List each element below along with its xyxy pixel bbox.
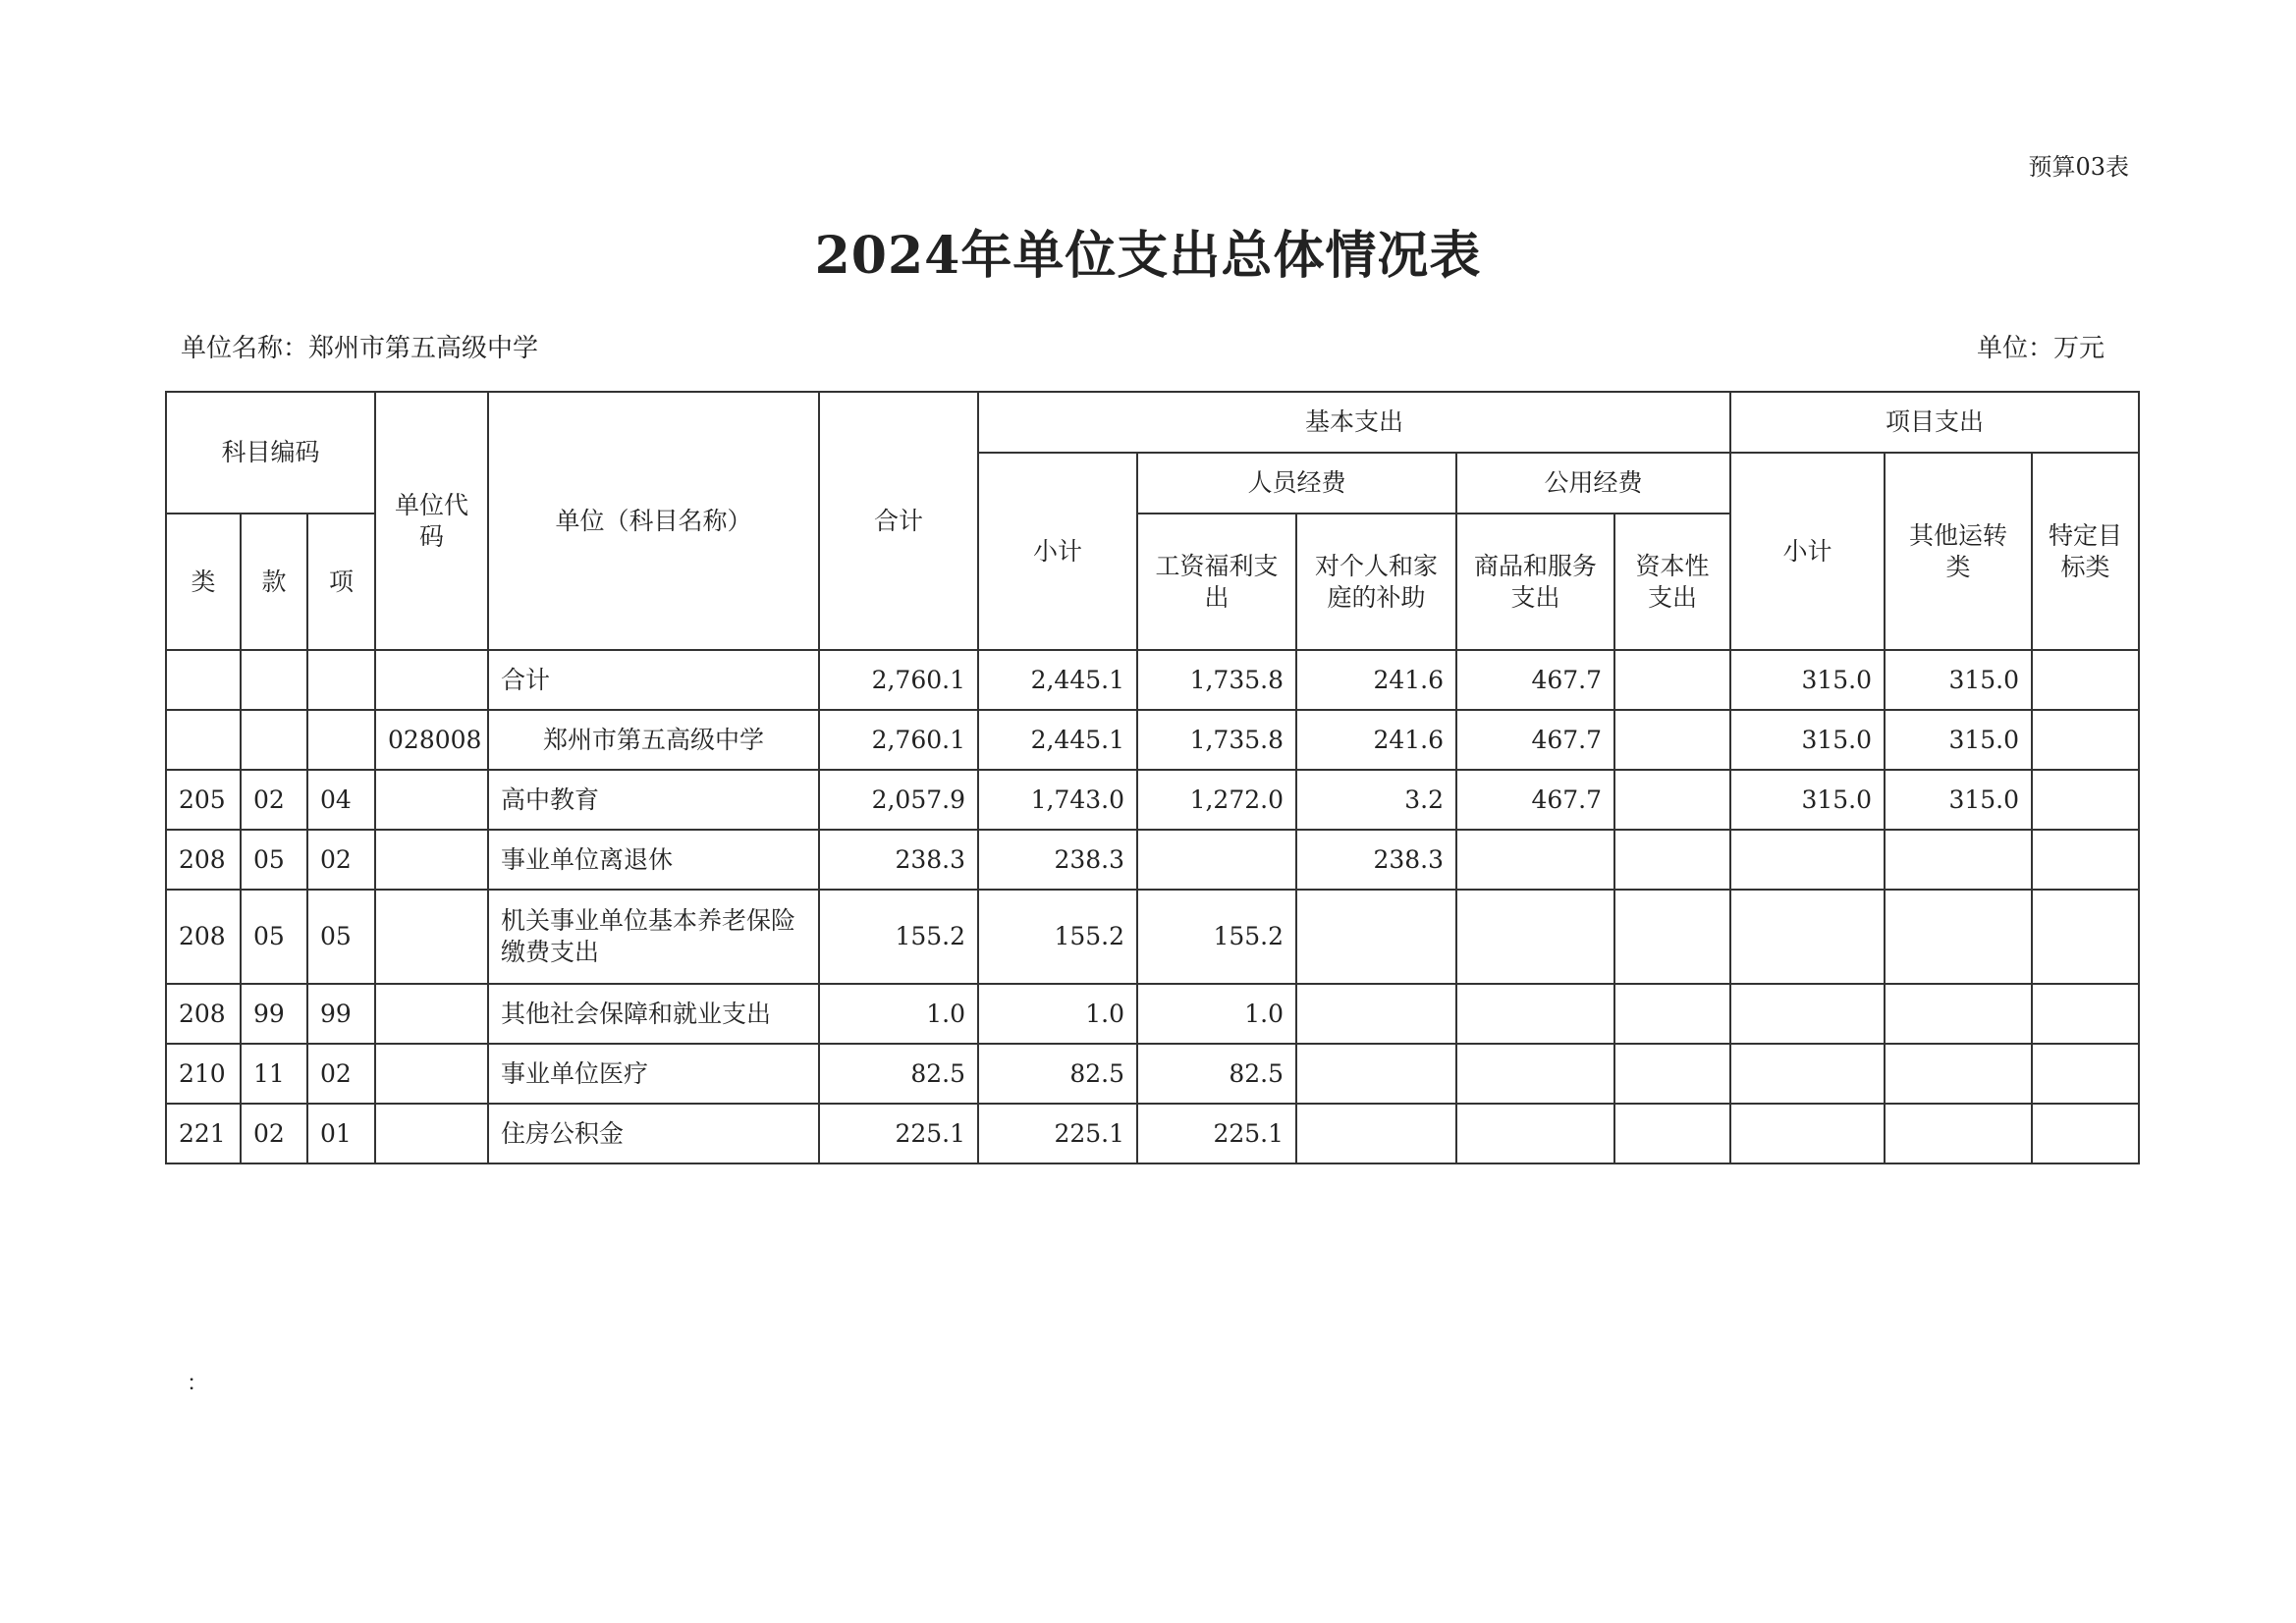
stray-mark: ： (187, 1372, 209, 1396)
cell-salary-welfare: 155.2 (1137, 890, 1296, 984)
cell-lei (166, 710, 241, 770)
cell-capital (1614, 650, 1730, 710)
cell-lei: 210 (166, 1044, 241, 1104)
cell-capital (1614, 890, 1730, 984)
cell-kuan: 02 (241, 770, 307, 830)
cell-xiang (307, 650, 375, 710)
cell-other-operation (1885, 1104, 2032, 1163)
cell-capital (1614, 1104, 1730, 1163)
cell-other-operation: 315.0 (1885, 770, 2032, 830)
cell-specific-target (2032, 650, 2139, 710)
cell-project-subtotal: 315.0 (1730, 710, 1885, 770)
cell-unit-code (375, 770, 488, 830)
cell-kuan: 05 (241, 830, 307, 890)
cell-goods-services (1456, 890, 1614, 984)
table-row (166, 890, 2139, 984)
cell-xiang: 02 (307, 830, 375, 890)
page-title: 2024年单位支出总体情况表 (814, 226, 1482, 286)
basic-expenditure-header: 基本支出 (978, 392, 1730, 453)
cell-goods-services: 467.7 (1456, 710, 1614, 770)
cell-name: 合计 (488, 650, 819, 710)
cell-other-operation (1885, 984, 2032, 1044)
basic-subtotal-header: 小计 (978, 453, 1137, 650)
cell-individual-subsidy (1296, 984, 1456, 1044)
cell-project-subtotal (1730, 1104, 1885, 1163)
cell-total: 225.1 (819, 1104, 978, 1163)
cell-lei: 208 (166, 890, 241, 984)
currency-unit: 单位：万元 (1976, 334, 2105, 363)
specific-target-header: 特定目标类 (2032, 453, 2139, 650)
table-row (166, 830, 2139, 890)
cell-goods-services (1456, 1044, 1614, 1104)
cell-name: 事业单位医疗 (488, 1044, 819, 1104)
form-number: 预算03表 (2028, 153, 2129, 181)
cell-specific-target (2032, 1104, 2139, 1163)
cell-total: 238.3 (819, 830, 978, 890)
cell-goods-services (1456, 1104, 1614, 1163)
individual-subsidy-header: 对个人和家庭的补助 (1296, 514, 1456, 650)
cell-individual-subsidy (1296, 1044, 1456, 1104)
cell-individual-subsidy (1296, 890, 1456, 984)
cell-unit-code (375, 890, 488, 984)
cell-other-operation (1885, 1044, 2032, 1104)
table-row (166, 1104, 2139, 1163)
cell-project-subtotal (1730, 890, 1885, 984)
cell-project-subtotal (1730, 1044, 1885, 1104)
cell-basic-subtotal: 225.1 (978, 1104, 1137, 1163)
cell-salary-welfare: 1.0 (1137, 984, 1296, 1044)
cell-goods-services: 467.7 (1456, 650, 1614, 710)
cell-other-operation: 315.0 (1885, 710, 2032, 770)
cell-salary-welfare (1137, 830, 1296, 890)
cell-individual-subsidy: 241.6 (1296, 650, 1456, 710)
cell-salary-welfare: 1,735.8 (1137, 650, 1296, 710)
table-row (166, 770, 2139, 830)
project-subtotal-header: 小计 (1730, 453, 1885, 650)
cell-total: 155.2 (819, 890, 978, 984)
cell-basic-subtotal: 155.2 (978, 890, 1137, 984)
cell-unit-code (375, 1044, 488, 1104)
cell-unit-code (375, 1104, 488, 1163)
cell-name: 事业单位离退休 (488, 830, 819, 890)
cell-basic-subtotal: 238.3 (978, 830, 1137, 890)
table-row (166, 984, 2139, 1044)
cell-specific-target (2032, 890, 2139, 984)
cell-specific-target (2032, 1044, 2139, 1104)
cell-kuan: 99 (241, 984, 307, 1044)
cell-xiang: 05 (307, 890, 375, 984)
table-row (166, 1044, 2139, 1104)
cell-kuan: 11 (241, 1044, 307, 1104)
public-funds-header: 公用经费 (1456, 453, 1730, 514)
cell-total: 82.5 (819, 1044, 978, 1104)
cell-other-operation (1885, 830, 2032, 890)
cell-xiang: 01 (307, 1104, 375, 1163)
cell-name: 机关事业单位基本养老保险缴费支出 (488, 890, 819, 984)
personnel-funds-header: 人员经费 (1137, 453, 1456, 514)
cell-individual-subsidy: 238.3 (1296, 830, 1456, 890)
cell-project-subtotal: 315.0 (1730, 650, 1885, 710)
unit-name: 单位名称：郑州市第五高级中学 (181, 334, 539, 363)
cell-name: 高中教育 (488, 770, 819, 830)
cell-xiang: 02 (307, 1044, 375, 1104)
cell-individual-subsidy (1296, 1104, 1456, 1163)
cell-other-operation: 315.0 (1885, 650, 2032, 710)
cell-basic-subtotal: 1,743.0 (978, 770, 1137, 830)
cell-kuan (241, 710, 307, 770)
cell-xiang: 04 (307, 770, 375, 830)
cell-individual-subsidy: 241.6 (1296, 710, 1456, 770)
cell-name: 住房公积金 (488, 1104, 819, 1163)
cell-project-subtotal: 315.0 (1730, 770, 1885, 830)
cell-xiang (307, 710, 375, 770)
cell-basic-subtotal: 2,445.1 (978, 710, 1137, 770)
cell-specific-target (2032, 830, 2139, 890)
cell-total: 2,760.1 (819, 650, 978, 710)
cell-total: 2,760.1 (819, 710, 978, 770)
cell-individual-subsidy: 3.2 (1296, 770, 1456, 830)
cell-project-subtotal (1730, 984, 1885, 1044)
cell-specific-target (2032, 984, 2139, 1044)
cell-capital (1614, 770, 1730, 830)
cell-other-operation (1885, 890, 2032, 984)
cell-salary-welfare: 1,735.8 (1137, 710, 1296, 770)
cell-salary-welfare: 82.5 (1137, 1044, 1296, 1104)
cell-goods-services (1456, 830, 1614, 890)
cell-total: 1.0 (819, 984, 978, 1044)
cell-unit-code (375, 984, 488, 1044)
cell-basic-subtotal: 1.0 (978, 984, 1137, 1044)
cell-capital (1614, 710, 1730, 770)
cell-name: 郑州市第五高级中学 (488, 710, 819, 770)
cell-unit-code: 028008 (375, 710, 488, 770)
cell-salary-welfare: 1,272.0 (1137, 770, 1296, 830)
goods-services-header: 商品和服务支出 (1456, 514, 1614, 650)
kuan-header: 款 (241, 514, 307, 650)
cell-total: 2,057.9 (819, 770, 978, 830)
cell-lei (166, 650, 241, 710)
cell-lei: 221 (166, 1104, 241, 1163)
cell-kuan: 02 (241, 1104, 307, 1163)
cell-lei: 208 (166, 830, 241, 890)
table-row (166, 650, 2139, 710)
cell-basic-subtotal: 82.5 (978, 1044, 1137, 1104)
unit-code-header: 单位代码 (375, 392, 488, 650)
expenditure-table (165, 391, 2140, 1164)
total-header: 合计 (819, 392, 978, 650)
other-operation-header: 其他运转类 (1885, 453, 2032, 650)
salary-welfare-header: 工资福利支出 (1137, 514, 1296, 650)
unit-subject-name-header: 单位（科目名称） (488, 392, 819, 650)
cell-specific-target (2032, 770, 2139, 830)
cell-kuan: 05 (241, 890, 307, 984)
cell-salary-welfare: 225.1 (1137, 1104, 1296, 1163)
xiang-header: 项 (307, 514, 375, 650)
lei-header: 类 (166, 514, 241, 650)
capital-header: 资本性支出 (1614, 514, 1730, 650)
project-expenditure-header: 项目支出 (1730, 392, 2139, 453)
cell-goods-services: 467.7 (1456, 770, 1614, 830)
cell-xiang: 99 (307, 984, 375, 1044)
cell-unit-code (375, 830, 488, 890)
table-body (166, 650, 2139, 1163)
cell-lei: 208 (166, 984, 241, 1044)
subject-code-header: 科目编码 (166, 392, 375, 514)
cell-capital (1614, 984, 1730, 1044)
cell-basic-subtotal: 2,445.1 (978, 650, 1137, 710)
cell-capital (1614, 1044, 1730, 1104)
cell-kuan (241, 650, 307, 710)
cell-lei: 205 (166, 770, 241, 830)
table-row (166, 710, 2139, 770)
cell-capital (1614, 830, 1730, 890)
cell-unit-code (375, 650, 488, 710)
cell-goods-services (1456, 984, 1614, 1044)
cell-project-subtotal (1730, 830, 1885, 890)
cell-name: 其他社会保障和就业支出 (488, 984, 819, 1044)
cell-specific-target (2032, 710, 2139, 770)
